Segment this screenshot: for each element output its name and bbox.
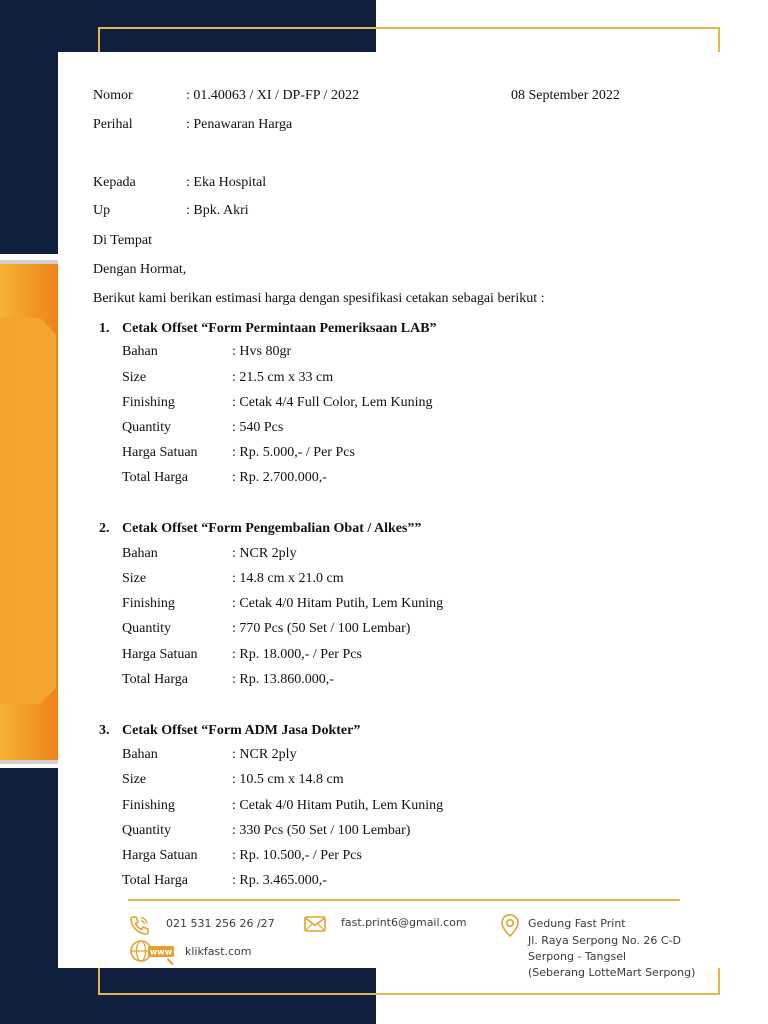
spec-label: Size xyxy=(122,370,147,385)
spec-label: Finishing xyxy=(122,395,175,410)
spec-value: : Rp. 5.000,- / Per Pcs xyxy=(232,445,355,460)
spec-value: : 14.8 cm x 21.0 cm xyxy=(232,571,344,586)
navy-left-top-bar xyxy=(0,0,58,254)
spec-value: : Rp. 18.000,- / Per Pcs xyxy=(232,647,362,662)
letter-date: 08 September 2022 xyxy=(511,88,620,103)
footer-address-line4: (Seberang LotteMart Serpong) xyxy=(528,966,696,979)
item-number: 3. xyxy=(99,723,110,738)
spec-label: Harga Satuan xyxy=(122,647,198,662)
intro-text: Berikut kami berikan estimasi harga dengan spesifikasi cetakan sebagai berikut : xyxy=(93,291,545,306)
spec-value: : 540 Pcs xyxy=(232,420,284,435)
perihal-label: Perihal xyxy=(93,117,133,132)
spec-label: Harga Satuan xyxy=(122,445,198,460)
spec-value: : 770 Pcs (50 Set / 100 Lembar) xyxy=(232,621,411,636)
spec-label: Bahan xyxy=(122,344,158,359)
nomor-value: : 01.40063 / XI / DP-FP / 2022 xyxy=(186,88,359,103)
perihal-value: : Penawaran Harga xyxy=(186,117,293,132)
phone-icon xyxy=(128,914,150,936)
spec-value: : Cetak 4/0 Hitam Putih, Lem Kuning xyxy=(232,798,444,813)
spec-label: Finishing xyxy=(122,798,175,813)
item-number: 2. xyxy=(99,521,110,536)
spec-label: Quantity xyxy=(122,823,171,838)
spec-value: : 10.5 cm x 14.8 cm xyxy=(232,772,344,787)
up-value: : Bpk. Akri xyxy=(186,203,249,218)
spec-label: Quantity xyxy=(122,621,171,636)
spec-label: Total Harga xyxy=(122,470,189,485)
footer-email: fast.print6@gmail.com xyxy=(341,916,467,929)
footer-divider xyxy=(128,899,680,901)
globe-icon xyxy=(128,938,180,966)
spec-value: : Rp. 10.500,- / Per Pcs xyxy=(232,848,362,863)
item-title: Cetak Offset “Form Permintaan Pemeriksaan LAB” xyxy=(122,321,437,336)
footer-address-line1: Gedung Fast Print xyxy=(528,917,626,930)
spec-value: : 330 Pcs (50 Set / 100 Lembar) xyxy=(232,823,411,838)
spec-value: : Cetak 4/4 Full Color, Lem Kuning xyxy=(232,395,433,410)
spec-value: : Rp. 3.465.000,- xyxy=(232,873,327,888)
spec-label: Quantity xyxy=(122,420,171,435)
spec-value: : Cetak 4/0 Hitam Putih, Lem Kuning xyxy=(232,596,444,611)
footer-phone: 021 531 256 26 /27 xyxy=(166,917,275,930)
up-label: Up xyxy=(93,203,111,218)
spec-label: Total Harga xyxy=(122,672,189,687)
spec-label: Harga Satuan xyxy=(122,848,198,863)
spec-value: : 21.5 cm x 33 cm xyxy=(232,370,334,385)
mail-icon xyxy=(303,914,327,934)
www-badge-text: www xyxy=(149,947,173,957)
spec-value: : NCR 2ply xyxy=(232,747,297,762)
footer-address-line2: Jl. Raya Serpong No. 26 C-D xyxy=(528,934,681,947)
greeting: Dengan Hormat, xyxy=(93,262,187,277)
kepada-value: : Eka Hospital xyxy=(186,175,267,190)
spec-value: : NCR 2ply xyxy=(232,546,297,561)
item-number: 1. xyxy=(99,321,110,336)
spec-label: Size xyxy=(122,772,147,787)
item-title: Cetak Offset “Form ADM Jasa Dokter” xyxy=(122,723,361,738)
spec-label: Size xyxy=(122,571,147,586)
spec-value: : Rp. 13.860.000,- xyxy=(232,672,334,687)
location-pin-icon xyxy=(499,913,521,939)
spec-value: : Hvs 80gr xyxy=(232,344,292,359)
di-tempat: Di Tempat xyxy=(93,233,153,248)
spec-label: Total Harga xyxy=(122,873,189,888)
spec-label: Finishing xyxy=(122,596,175,611)
spec-value: : Rp. 2.700.000,- xyxy=(232,470,327,485)
item-title: Cetak Offset “Form Pengembalian Obat / Alkes”” xyxy=(122,521,422,536)
spec-label: Bahan xyxy=(122,747,158,762)
kepada-label: Kepada xyxy=(93,175,136,190)
footer-website: klikfast.com xyxy=(185,945,252,958)
nomor-label: Nomor xyxy=(93,88,133,103)
footer-address-line3: Serpong - Tangsel xyxy=(528,950,627,963)
spec-label: Bahan xyxy=(122,546,158,561)
